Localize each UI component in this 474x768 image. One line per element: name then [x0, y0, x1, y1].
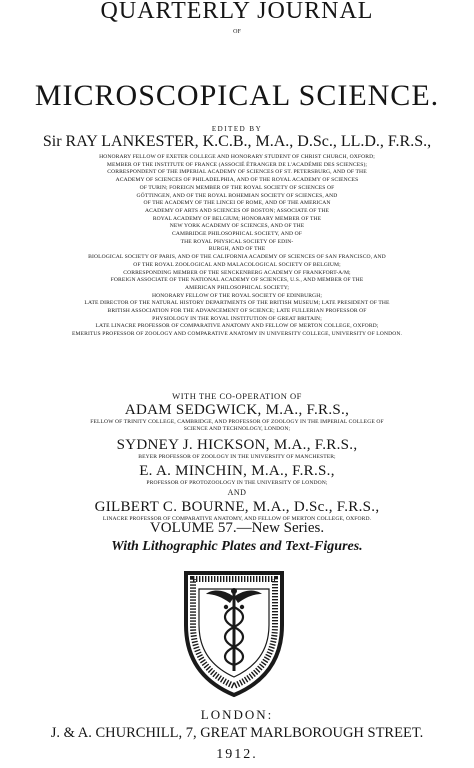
editor-credential-line: ACADEMY OF ARTS AND SCIENCES OF BOSTON; ASSOCIATE OF THE [144, 207, 330, 214]
editor-credentials [0, 154, 474, 339]
journal-title-line1: QUARTERLY JOURNAL [100, 0, 374, 24]
emblem-motto: DICIOR LATINUS [210, 572, 264, 577]
journal-title-of: OF [233, 29, 241, 35]
editor-credential-line: ROYAL ACADEMY OF BELGIUM; HONORARY MEMBER OF THE [152, 215, 322, 222]
editor-credential-line: OF THE ACADEMY OF THE LINCEI OF ROME, AND OF THE AMERICAN [143, 200, 331, 207]
contributor-name: ADAM SEDGWICK, M.A., F.R.S., [124, 402, 350, 418]
contributor-credential-line: FELLOW OF TRINITY COLLEGE, CAMBRIDGE, AND PROFESSOR OF ZOOLOGY IN THE IMPERIAL COLLEGE OF [90, 419, 384, 425]
editor-credential-line: BRITISH ASSOCIATION FOR THE ADVANCEMENT OF SCIENCE; LATE FULLERIAN PROFESSOR OF [107, 308, 367, 315]
contributor-name: GILBERT C. BOURNE, M.A., D.Sc., F.R.S., [94, 499, 380, 515]
editor-credential-line: HONORARY FELLOW OF EXETER COLLEGE AND HONORARY STUDENT OF CHRIST CHURCH, OXFORD; [99, 154, 375, 160]
editor-credential-line: ACADEMY OF SCIENCES OF PHILADELPHIA, AND OF THE ROYAL ACADEMY OF SCIENCES [115, 177, 359, 184]
editor-credential-line: OF TURIN; FOREIGN MEMBER OF THE ROYAL SOCIETY OF SCIENCES OF [139, 184, 335, 191]
editor-credential-line: OF THE ROYAL ZOOLOGICAL AND MALACOLOGICAL SOCIETY OF BELGIUM; [133, 261, 341, 268]
imprint-publisher: J. & A. CHURCHILL, 7, GREAT MARLBOROUGH STREET. [50, 725, 424, 741]
imprint-city: LONDON: [200, 707, 274, 722]
and-label: AND [227, 488, 247, 497]
editor-credential-line: NEW YORK ACADEMY OF SCIENCES, AND OF THE [169, 223, 305, 230]
contributor-credential-line: BEYER PROFESSOR OF ZOOLOGY IN THE UNIVERSITY OF MANCHESTER; [138, 454, 336, 460]
editor-credential-line: CAMBRIDGE PHILOSOPHICAL SOCIETY, AND OF [172, 231, 302, 238]
editor-credential-line: HONORARY FELLOW OF THE ROYAL SOCIETY OF EDINBURGH; [152, 292, 322, 299]
editor-credential-line: LATE DIRECTOR OF THE NATURAL HISTORY DEPARTMENTS OF THE BRITISH MUSEUM; LATE PRESIDENT OF THE [84, 300, 390, 307]
cooperation-heading: WITH THE CO-OPERATION OF [172, 391, 302, 401]
editor-credential-line: CORRESPONDENT OF THE IMPERIAL ACADEMY OF SCIENCES OF ST. PETERSBURG, AND OF THE [107, 169, 367, 176]
imprint-year: 1912. [216, 747, 258, 762]
editor-name: Sir RAY LANKESTER, K.C.B., M.A., D.Sc., LL.D., F.R.S., [42, 133, 432, 150]
editor-credential-line: BURGH, AND OF THE [208, 246, 266, 253]
editor-credential-line: EMERITUS PROFESSOR OF ZOOLOGY AND COMPARATIVE ANATOMY IN UNIVERSITY COLLEGE, UNIVERSITY OF LONDON. [72, 331, 402, 338]
editor-credential-line: MEMBER OF THE INSTITUTE OF FRANCE (ASSOCIÉ ÉTRANGER DE L'ACADÉMIE DES SCIENCES); [106, 161, 368, 168]
contributor-credential-line: PROFESSOR OF PROTOZOOLOGY IN THE UNIVERSITY OF LONDON; [146, 480, 328, 486]
editor-credential-line: FOREIGN ASSOCIATE OF THE NATIONAL ACADEMY OF SCIENCES, U.S., AND MEMBER OF THE [110, 277, 364, 284]
edited-by-label: EDITED BY [211, 125, 263, 133]
editor-credential-line: CORRESPONDING MEMBER OF THE SENCKENBERG ACADEMY OF FRANKFORT-A/M; [123, 269, 351, 276]
editor-credential-line: BIOLOGICAL SOCIETY OF PARIS, AND OF THE CALIFORNIA ACADEMY OF SCIENCES OF SAN FRANCISCO, AND [88, 254, 386, 261]
contributor-name: SYDNEY J. HICKSON, M.A., F.R.S., [116, 437, 358, 453]
editor-credential-line: AMERICAN PHILOSOPHICAL SOCIETY; [184, 284, 289, 291]
editor-credential-line: THE ROYAL PHYSICAL SOCIETY OF EDIN- [180, 238, 294, 245]
editor-credential-line: LATE LINACRE PROFESSOR OF COMPARATIVE ANATOMY AND FELLOW OF MERTON COLLEGE, OXFORD; [95, 323, 379, 330]
contributor-credential-line: SCIENCE AND TECHNOLOGY, LONDON; [183, 426, 291, 432]
editor-credential-line: GÖTTINGEN, AND OF THE ROYAL BOHEMIAN SOCIETY OF SCIENCES, AND [136, 192, 338, 199]
plates-subtitle: With Lithographic Plates and Text-Figures. [111, 539, 363, 554]
volume-label: VOLUME 57.—New Series. [149, 520, 325, 536]
editor-credential-line: PHYSIOLOGY IN THE ROYAL INSTITUTION OF GREAT BRITAIN; [152, 315, 322, 322]
caduceus-shield-icon [178, 567, 290, 699]
journal-title-line2: MICROSCOPICAL SCIENCE. [34, 79, 440, 112]
contributor-name: E. A. MINCHIN, M.A., F.R.S., [139, 463, 335, 479]
contributor-credential-line: LINACRE PROFESSOR OF COMPARATIVE ANATOMY, AND FELLOW OF MERTON COLLEGE, OXFORD. [102, 516, 372, 522]
